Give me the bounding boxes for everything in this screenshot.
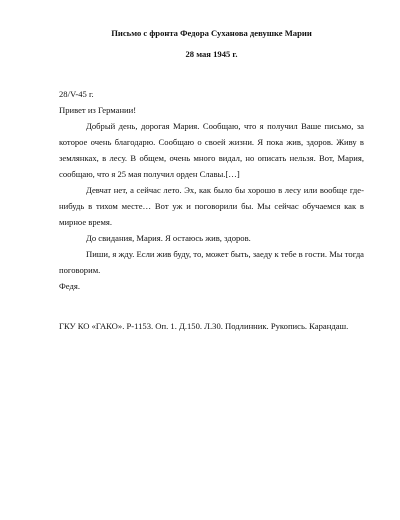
archive-source-note: ГКУ КО «ГАКО». Р-1153. Оп. 1. Д.150. Л.30. Подлинник. Рукопись. Карандаш.	[59, 321, 349, 331]
document-title: Письмо с фронта Федора Суханова девушке Марии	[111, 28, 312, 38]
letter-paragraph-3: До свидания, Мария. Я остаюсь жив, здоров.	[86, 233, 251, 243]
letter-paragraph-2: Девчат нет, а сейчас лето. Эх, как было бы хорошо в лесу или вообще где-нибудь в тихом месте… Вот уж и поговорили бы. Мы сейчас обучаемся как в мирное время.	[59, 185, 364, 227]
letter-paragraph-4: Пиши, я жду. Если жив буду, то, может быть, заеду к тебе в гости. Мы тогда поговорим.	[59, 249, 364, 275]
letter-signature: Федя.	[59, 281, 80, 291]
letter-greeting: Привет из Германии!	[59, 105, 137, 115]
document-date-heading: 28 мая 1945 г.	[185, 49, 238, 59]
letter-date: 28/V-45 г.	[59, 89, 94, 99]
letter-paragraph-1: Добрый день, дорогая Мария. Сообщаю, что я получил Ваше письмо, за которое очень благодарю. Сообщаю о своей жизни. Я пока жив, здоров. Живу в землянках, в лесу. В общем, очень много видал, но описать нельзя. Вот, Мария, сообщаю, что я 25 мая получил орден Славы.[…]	[59, 121, 364, 179]
letter-body	[59, 86, 364, 294]
